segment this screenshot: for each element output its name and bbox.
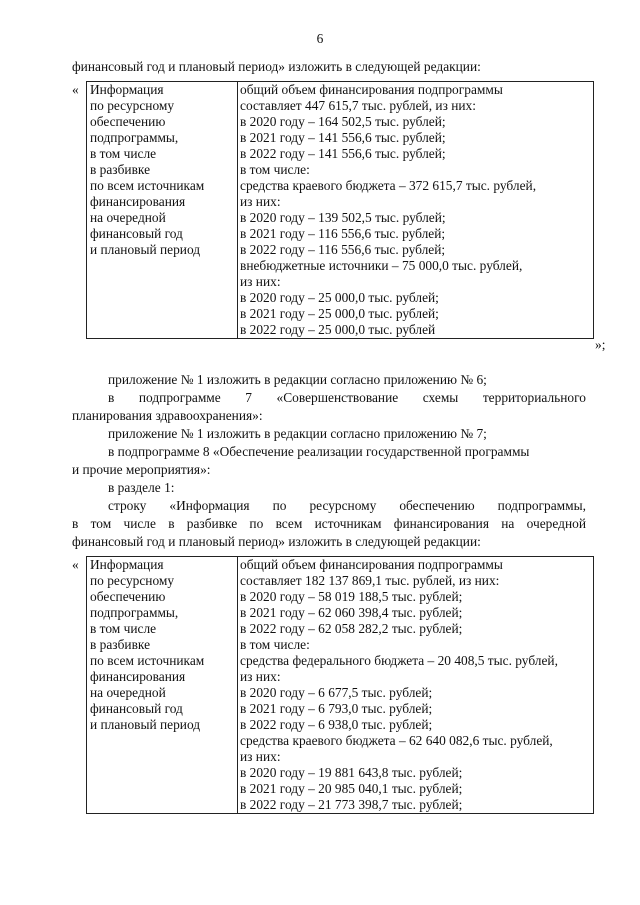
table-1-label-line: подпрограммы, (90, 130, 179, 145)
paragraph-6-word: числе (123, 516, 156, 531)
table-1-value-line: в том числе: (237, 162, 593, 178)
table-1-value-line: из них: (237, 274, 593, 290)
paragraph-6-word: в (168, 516, 175, 531)
table-1-label-line: Информация (90, 82, 164, 97)
paragraph-6-word: ресурсному (309, 498, 377, 513)
paragraph-2-word: территориального (482, 390, 586, 405)
paragraph-6-word: источникам (314, 516, 382, 531)
quote-open-1: « (72, 82, 79, 97)
paragraph-6-word: том (90, 516, 112, 531)
table-2-label-line: по всем источникам (90, 653, 205, 668)
table-2-value-line: в том числе: (237, 637, 593, 653)
table-1-label-line: по ресурсному (90, 98, 175, 113)
paragraph-6-word: по (272, 498, 287, 513)
paragraph-2-line-1 (108, 390, 586, 406)
table-2-label-line: и плановый период (90, 717, 201, 732)
table-2-value-line: общий объем финансирования подпрограммы (237, 557, 593, 573)
paragraph-5: в разделе 1: (108, 480, 175, 495)
paragraph-6-line-1 (108, 498, 586, 514)
table-2-value-line: средства краевого бюджета – 62 640 082,6 тыс. рублей, (237, 733, 593, 749)
table-1-right-cell (238, 82, 594, 339)
table-2-right-cell (238, 557, 594, 814)
paragraph-2-word: в (108, 390, 115, 405)
table-1-value-line: в 2022 году – 25 000,0 тыс. рублей (237, 322, 593, 338)
table-2-label-line: в разбивке (90, 637, 151, 652)
paragraph-2-word: 7 (245, 390, 252, 405)
table-2-label-line: финансовый год (90, 701, 183, 716)
paragraph-6-word: в (72, 516, 79, 531)
table-1-value-line: в 2020 году – 139 502,5 тыс. рублей; (237, 210, 593, 226)
table-1-label-line: финансирования (90, 194, 186, 209)
table-2-value-line: в 2020 году – 58 019 188,5 тыс. рублей; (237, 589, 593, 605)
table-2-value-line: в 2021 году – 20 985 040,1 тыс. рублей; (237, 781, 593, 797)
table-1-label-line: финансовый год (90, 226, 183, 241)
table-2-label-line: по ресурсному (90, 573, 175, 588)
paragraph-2-word: схемы (422, 390, 459, 405)
table-1-value-line: в 2020 году – 25 000,0 тыс. рублей; (237, 290, 593, 306)
table-1-label-line: в разбивке (90, 162, 151, 177)
table-1-label-line: и плановый период (90, 242, 201, 257)
table-1-label-line: в том числе (90, 146, 157, 161)
paragraph-1: приложение № 1 изложить в редакции согласно приложению № 6; (108, 372, 487, 387)
paragraph-2-word: «Совершенствование (276, 390, 399, 405)
table-2-value-line: составляет 182 137 869,1 тыс. рублей, из них: (237, 573, 593, 589)
paragraph-6-word: строку (108, 498, 147, 513)
table-2-value-line: из них: (237, 669, 593, 685)
paragraph-6-word: очередной (526, 516, 586, 531)
table-1-label-line: на очередной (90, 210, 166, 225)
table-1-value-line: в 2021 году – 141 556,6 тыс. рублей; (237, 130, 593, 146)
paragraph-3: приложение № 1 изложить в редакции согласно приложению № 7; (108, 426, 487, 441)
table-1-label-line: обеспечению (90, 114, 166, 129)
table-1-left-cell (87, 82, 238, 339)
paragraph-6-word: по (249, 516, 264, 531)
table-1-value-line: составляет 447 615,7 тыс. рублей, из них: (237, 98, 593, 114)
table-2-label-line: подпрограммы, (90, 605, 179, 620)
paragraph-2-line-2: планирования здравоохранения»: (72, 408, 263, 423)
paragraph-4-line-1: в подпрограмме 8 «Обеспечение реализации государственной программы (108, 444, 530, 459)
paragraph-2-word: подпрограмме (138, 390, 221, 405)
paragraph-6-word: подпрограммы, (497, 498, 586, 513)
table-2-value-line: средства федерального бюджета – 20 408,5 тыс. рублей, (237, 653, 593, 669)
table-2-value-line: в 2022 году – 62 058 282,2 тыс. рублей; (237, 621, 593, 637)
table-2-left-cell (87, 557, 238, 814)
table-2-value-line: в 2022 году – 21 773 398,7 тыс. рублей; (237, 797, 593, 813)
paragraph-6-word: финансирования (393, 516, 489, 531)
info-table-1 (86, 81, 594, 339)
paragraph-6-word: всем (275, 516, 303, 531)
paragraph-6-word: обеспечению (399, 498, 475, 513)
paragraph-6-word: «Информация (169, 498, 250, 513)
table-1-value-line: из них: (237, 194, 593, 210)
paragraph-6-line-2 (72, 516, 586, 532)
table-1-value-line: в 2022 году – 116 556,6 тыс. рублей; (237, 242, 593, 258)
table-2-label-line: Информация (90, 557, 164, 572)
table-2-label-line: на очередной (90, 685, 166, 700)
table-2-value-line: в 2021 году – 62 060 398,4 тыс. рублей; (237, 605, 593, 621)
table-1-value-line: в 2020 году – 164 502,5 тыс. рублей; (237, 114, 593, 130)
table-2-value-line: в 2021 году – 6 793,0 тыс. рублей; (237, 701, 593, 717)
page-number: 6 (316, 31, 324, 46)
quote-close-1: »; (595, 337, 606, 352)
paragraph-4-line-2: и прочие мероприятия»: (72, 462, 211, 477)
quote-open-2: « (72, 557, 79, 572)
table-1-value-line: средства краевого бюджета – 372 615,7 тыс. рублей, (237, 178, 593, 194)
table-2-value-line: в 2020 году – 19 881 643,8 тыс. рублей; (237, 765, 593, 781)
table-2-value-line: из них: (237, 749, 593, 765)
info-table-2 (86, 556, 594, 814)
table-1-value-line: в 2021 году – 116 556,6 тыс. рублей; (237, 226, 593, 242)
intro-line: финансовый год и плановый период» изложить в следующей редакции: (72, 59, 481, 74)
table-1-value-line: внебюджетные источники – 75 000,0 тыс. рублей, (237, 258, 593, 274)
table-2-value-line: в 2022 году – 6 938,0 тыс. рублей; (237, 717, 593, 733)
paragraph-6-word: на (501, 516, 515, 531)
table-1-value-line: в 2021 году – 25 000,0 тыс. рублей; (237, 306, 593, 322)
table-2-label-line: финансирования (90, 669, 186, 684)
paragraph-6-word: разбивке (186, 516, 238, 531)
table-2-value-line: в 2020 году – 6 677,5 тыс. рублей; (237, 685, 593, 701)
table-1-value-line: общий объем финансирования подпрограммы (237, 82, 593, 98)
paragraph-6-line-3: финансовый год и плановый период» изложить в следующей редакции: (72, 534, 481, 549)
table-2-label-line: в том числе (90, 621, 157, 636)
table-1-value-line: в 2022 году – 141 556,6 тыс. рублей; (237, 146, 593, 162)
table-2-label-line: обеспечению (90, 589, 166, 604)
table-1-label-line: по всем источникам (90, 178, 205, 193)
